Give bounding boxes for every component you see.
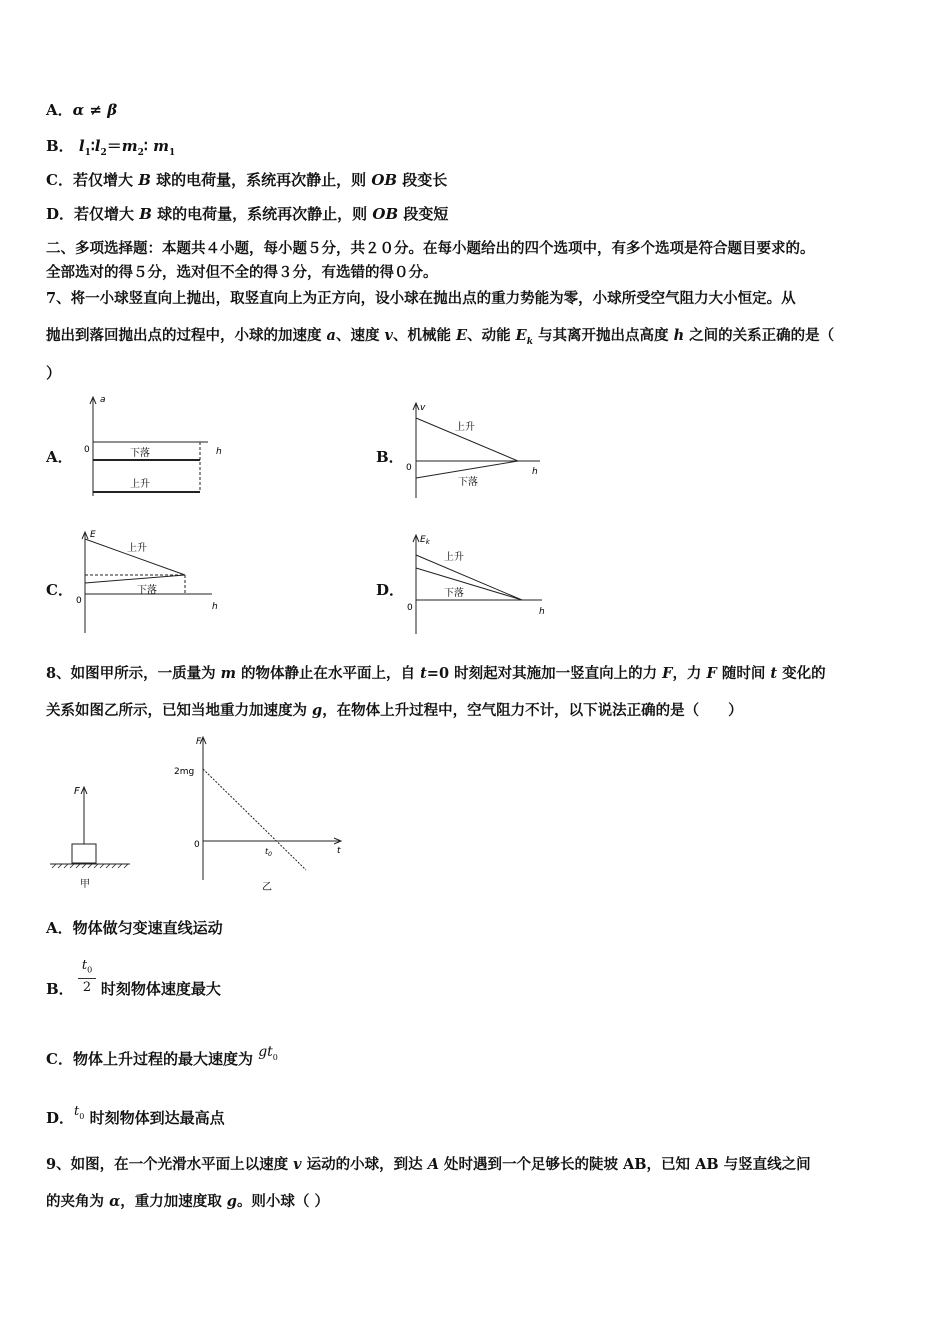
q9-stem-line2: [46, 1192, 329, 1212]
var: g: [226, 1193, 237, 1210]
var: g: [312, 702, 323, 719]
var: B: [139, 205, 152, 223]
q7-graph-b: [400, 398, 560, 503]
fraction-numerator: [78, 958, 96, 979]
var: A: [427, 1156, 439, 1173]
y-tick-label: 2mg: [174, 767, 195, 777]
var-t-sub: 0: [79, 1112, 85, 1121]
option-label: B．: [46, 980, 74, 998]
option-label: C．: [46, 171, 73, 189]
text: 若仅增大: [72, 171, 139, 189]
down-line: [416, 568, 522, 600]
formula: gt: [258, 1044, 273, 1060]
var: v: [384, 327, 393, 344]
text: 球的电荷量，系统再次静止，则: [150, 171, 372, 189]
x-label: h: [532, 467, 538, 477]
t0-main: t: [265, 847, 269, 856]
hatch: [52, 864, 56, 868]
sub: 2: [100, 148, 107, 158]
down-label: 下落: [137, 585, 157, 596]
t0-sub: 0: [268, 851, 272, 858]
var: v: [293, 1156, 302, 1173]
text: 与其离开抛出点高度: [532, 327, 674, 344]
option-text: 物体上升过程的最大速度为: [72, 1050, 259, 1068]
text: 关系如图乙所示，已知当地重力加速度为: [46, 702, 313, 719]
hatch: [112, 864, 116, 868]
hatch: [88, 864, 92, 868]
q6-option-c: [46, 170, 447, 190]
caption: 乙: [262, 882, 272, 893]
var-t: t: [74, 1104, 80, 1119]
hatch: [106, 864, 110, 868]
q7-graph-a: [78, 392, 238, 502]
option-text: α ≠ β: [72, 101, 118, 119]
option-label: B．: [46, 137, 74, 155]
origin-label: 0: [76, 596, 82, 606]
q8-option-a: [46, 918, 223, 938]
text: 、机械能: [392, 327, 457, 344]
var: F: [706, 665, 717, 682]
q8-figure-yi: [170, 730, 355, 895]
q8-option-c: [46, 1044, 278, 1076]
option-label: C．: [46, 1050, 73, 1068]
y-label: E: [90, 530, 96, 540]
q7-option-a-label: A．: [46, 448, 73, 466]
var: h: [673, 327, 685, 344]
q8-option-d: [46, 1104, 225, 1135]
q8-stem-line1: [46, 664, 826, 684]
x-label: h: [216, 447, 222, 457]
hatch: [76, 864, 80, 868]
q6-option-b: [46, 136, 175, 163]
var: a: [326, 327, 336, 344]
var: α: [109, 1193, 121, 1210]
x-label: t: [337, 846, 341, 856]
x-label: h: [539, 607, 545, 617]
q7-option-b-label: B．: [376, 448, 404, 466]
option-label: A．: [46, 101, 73, 119]
text: 、动能: [467, 327, 516, 344]
text: 段变长: [397, 171, 448, 189]
sub: 1: [168, 148, 176, 158]
q8-option-b: [46, 979, 221, 999]
text: 的物体静止在水平面上，自: [235, 665, 421, 682]
y-label: [420, 535, 431, 546]
var: E: [515, 327, 527, 344]
option-label: D．: [46, 205, 75, 223]
sub: k: [526, 336, 533, 347]
hatch: [70, 864, 74, 868]
hatch: [58, 864, 62, 868]
equals: ＝: [106, 137, 122, 155]
formula-sub: 0: [272, 1053, 278, 1062]
var: B: [138, 171, 151, 189]
text: 变化的: [777, 665, 826, 682]
down-line: [85, 575, 185, 583]
x-label: h: [212, 602, 218, 612]
up-label: 上升: [127, 543, 147, 554]
up-label: 上升: [444, 552, 464, 563]
option-text: 物体做匀变速直线运动: [72, 919, 223, 937]
text: 运动的小球，到达: [301, 1156, 428, 1173]
option-text: 时刻物体到达最高点: [84, 1109, 225, 1127]
colon: ∶: [90, 137, 95, 155]
text: 8、如图甲所示，一质量为: [46, 665, 221, 682]
y-label: v: [420, 403, 426, 413]
var: F: [662, 665, 673, 682]
text: 段变短: [398, 205, 449, 223]
down-label: 下落: [444, 588, 464, 599]
q6-option-a: [46, 100, 117, 120]
num: t: [81, 958, 88, 973]
caption: 甲: [80, 879, 90, 890]
y-label-main: E: [420, 535, 426, 545]
origin-label: 0: [84, 445, 90, 455]
num-sub: 0: [87, 965, 93, 975]
down-line: [416, 461, 518, 478]
q7-stem-line3: ）: [46, 364, 62, 382]
q7-stem-line2: [46, 326, 834, 352]
q7-graph-c: [72, 527, 232, 637]
q7-option-d-label: D．: [376, 581, 405, 599]
q7-graph-d: [402, 530, 562, 638]
sub: 2: [137, 148, 144, 158]
var-m: m: [153, 137, 169, 155]
q6-option-d: [46, 204, 448, 224]
option-label: A．: [46, 919, 73, 937]
origin-label: 0: [194, 840, 200, 850]
text: 处时遇到一个足够长的陡坡 AB，已知 AB 与竖直线之间: [438, 1156, 811, 1173]
hatch: [124, 864, 128, 868]
hatch: [94, 864, 98, 868]
text: 若仅增大: [74, 205, 140, 223]
q9-stem-line1: [46, 1155, 811, 1175]
var: t: [420, 665, 427, 682]
origin-label: 0: [406, 463, 412, 473]
text: 。则小球（ ）: [236, 1193, 329, 1210]
text: 的夹角为: [46, 1193, 110, 1210]
section-heading-line2: 全部选对的得５分，选对但不全的得３分，有选错的得０分。: [46, 264, 438, 281]
option-label: D．: [46, 1109, 75, 1127]
text: 随时间: [716, 665, 771, 682]
q7-stem-line1: 7、将一小球竖直向上抛出，取竖直向上为正方向，设小球在抛出点的重力势能为零，小球所受空气阻力大小恒定。从: [46, 290, 796, 307]
fraction-denominator: 2: [82, 979, 92, 995]
var-l: l: [94, 137, 101, 155]
var: OB: [372, 205, 399, 223]
var-l: l: [78, 137, 85, 155]
text: 之间的关系正确的是（: [684, 327, 835, 344]
origin-label: 0: [407, 603, 413, 613]
y-label: F: [196, 737, 202, 747]
option-text: 时刻物体速度最大: [95, 980, 221, 998]
text: 抛出到落回抛出点的过程中，小球的加速度: [46, 327, 327, 344]
down-label: 下落: [130, 448, 150, 459]
text: ，重力加速度取: [120, 1193, 227, 1210]
y-label: a: [100, 395, 106, 405]
block: [72, 844, 96, 863]
var: m: [220, 665, 236, 682]
var-m: m: [121, 137, 138, 155]
force-line: [203, 769, 306, 870]
hatch: [82, 864, 86, 868]
var: t: [770, 665, 778, 682]
text: =0 时刻起对其施加一竖直向上的力: [426, 665, 663, 682]
force-label: F: [74, 786, 80, 797]
var: E: [456, 327, 468, 344]
colon: ∶: [143, 137, 148, 155]
ground-hatch: [52, 864, 128, 868]
var: OB: [371, 171, 398, 189]
t0-label: [265, 847, 272, 858]
hatch: [64, 864, 68, 868]
up-label: 上升: [455, 422, 475, 433]
y-label-sub: k: [425, 538, 430, 546]
q7-option-c-label: C．: [46, 581, 73, 599]
hatch: [100, 864, 104, 868]
section-heading-line1: 二、多项选择题：本题共４小题，每小题５分，共２０分。在每小题给出的四个选项中，有多个选项是符合题目要求的。: [46, 240, 815, 257]
down-label: 下落: [458, 477, 478, 488]
text: ，力: [672, 665, 707, 682]
text: 9、如图，在一个光滑水平面上以速度: [46, 1156, 294, 1173]
up-label: 上升: [130, 479, 150, 490]
sub: 1: [84, 148, 91, 158]
text: 、速度: [335, 327, 385, 344]
q8-figure-jia: [44, 780, 144, 890]
hatch: [118, 864, 122, 868]
up-line: [416, 555, 522, 600]
q8-stem-line2: [46, 701, 743, 721]
text: 球的电荷量，系统再次静止，则: [151, 205, 373, 223]
text: ，在物体上升过程中，空气阻力不计，以下说法正确的是（ ）: [322, 702, 743, 719]
